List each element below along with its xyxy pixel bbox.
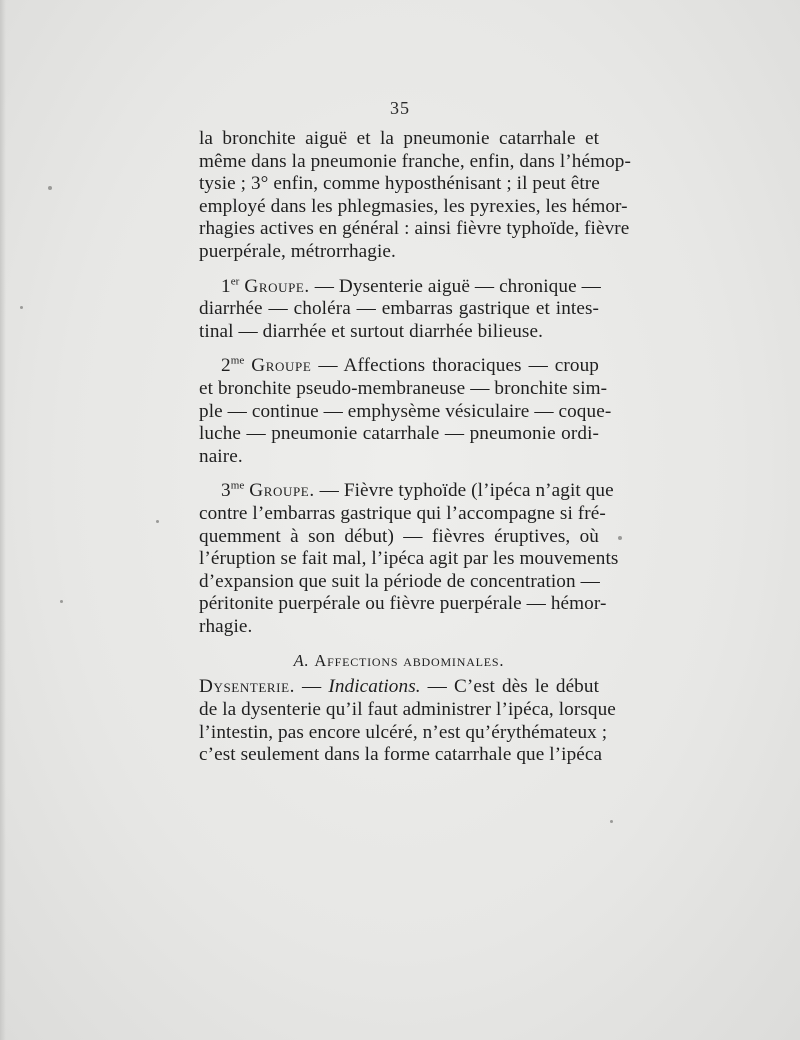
- paragraph-dysenterie: [199, 676, 616, 766]
- group-number: 1: [221, 275, 231, 297]
- text-line: péritonite puerpérale ou fièvre puerpérale — hémor-: [199, 593, 607, 615]
- group-label: Groupe.: [244, 275, 310, 297]
- section-heading: [199, 650, 599, 672]
- dysenterie-label: Dysenterie.: [199, 676, 296, 698]
- paragraph-groupe-1: [199, 276, 599, 344]
- text-line: [199, 676, 599, 699]
- body-text: [199, 128, 631, 779]
- text-line: luche — pneumonie catarrhale — pneumonie ordi-: [199, 423, 599, 445]
- dash: —: [295, 676, 329, 698]
- text-line: puerpérale, métrorrhagie.: [199, 240, 396, 262]
- group-number: 3: [221, 480, 231, 502]
- dysenterie-text: — C’est dès le début: [420, 676, 600, 698]
- page-number: 35: [390, 98, 410, 118]
- section-title: Affections abdominales.: [314, 651, 505, 671]
- paragraph-groupe-3: [199, 479, 619, 638]
- text-line: c’est seulement dans la forme catarrhale que l’ipéca: [199, 744, 603, 766]
- text-line: contre l’embarras gastrique qui l’accompagne si fré-: [199, 502, 606, 524]
- scan-speck: [20, 306, 23, 309]
- page-edge-shadow: [0, 0, 6, 1040]
- group-number-suffix: er: [230, 275, 240, 288]
- text-line: ple — continue — emphysème vésiculaire — coque-: [199, 400, 612, 422]
- text-line: et bronchite pseudo-membraneuse — bronchite sim-: [199, 377, 608, 399]
- group-label: Groupe.: [249, 480, 315, 502]
- indications-label: Indications.: [328, 676, 421, 698]
- text-line: [199, 479, 614, 503]
- text-line: [199, 355, 599, 378]
- scan-speck: [610, 820, 613, 823]
- text-line: rhagies actives en général : ainsi fièvre typhoïde, fièvre: [199, 218, 630, 240]
- text-line: rhagie.: [199, 615, 253, 637]
- text-line: employé dans les phlegmasies, les pyrexies, les hémor-: [199, 195, 628, 217]
- text-line: diarrhée — choléra — embarras gastrique et intes-: [199, 298, 599, 320]
- text-line: d’expansion que suit la période de concentration —: [199, 570, 600, 592]
- text-line: de la dysenterie qu’il faut administrer l’ipéca, lorsque: [199, 699, 616, 721]
- group-label: Groupe: [251, 355, 312, 377]
- text-line: [199, 276, 599, 299]
- text-line: quemment à son début) — fièvres éruptives, où: [199, 525, 599, 547]
- group-text: — Affections thoraciques — croup: [311, 355, 599, 377]
- scan-speck: [618, 536, 622, 540]
- text-line: l’éruption se fait mal, l’ipéca agit par les mouvements: [199, 548, 619, 570]
- group-text: — Fièvre typhoïde (l’ipéca n’agit que: [314, 480, 614, 502]
- paragraph-intro: [199, 128, 631, 264]
- scan-speck: [156, 520, 159, 523]
- section-letter: A.: [293, 651, 310, 671]
- text-line: même dans la pneumonie franche, enfin, dans l’hémop-: [199, 150, 631, 172]
- text-line: naire.: [199, 445, 243, 467]
- paragraph-groupe-2: [199, 354, 612, 468]
- group-number: 2: [221, 355, 231, 377]
- group-text: — Dysenterie aiguë — chronique —: [309, 275, 601, 297]
- group-number-suffix: me: [230, 479, 245, 492]
- scan-speck: [48, 186, 52, 190]
- text-line: l’intestin, pas encore ulcéré, n’est qu’érythémateux ;: [199, 721, 608, 743]
- scan-speck: [60, 600, 63, 603]
- text-line: tinal — diarrhée et surtout diarrhée bilieuse.: [199, 320, 543, 342]
- text-line: la bronchite aiguë et la pneumonie catarrhale et: [199, 128, 599, 149]
- text-line: tysie ; 3° enfin, comme hyposthénisant ; il peut être: [199, 173, 600, 195]
- group-number-suffix: me: [230, 354, 245, 367]
